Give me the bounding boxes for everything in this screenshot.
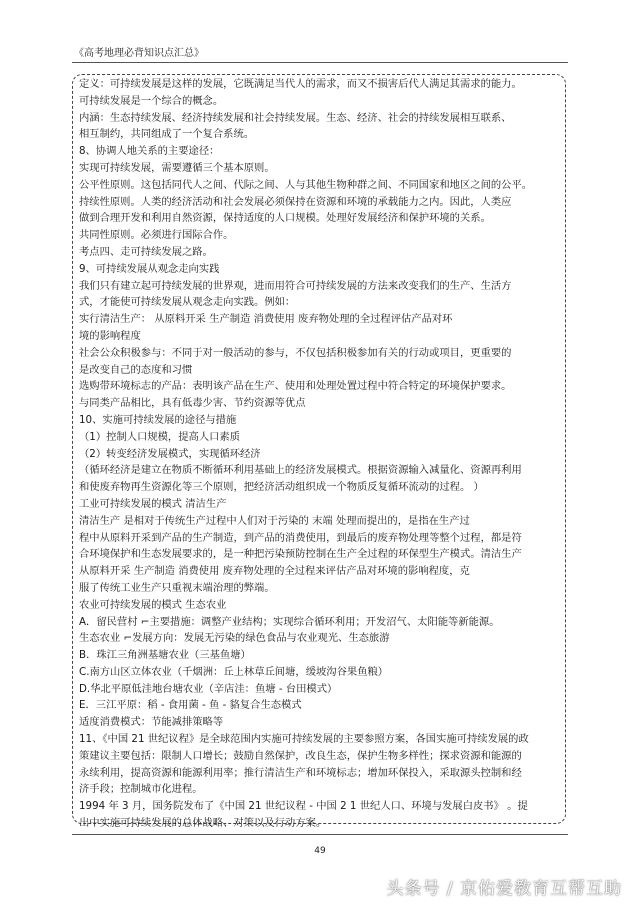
text-line: E．三江平原：稻 - 食用菌 - 鱼 - 貉复合生态模式 xyxy=(79,699,302,712)
text-line: 我们只有建立起可持续发展的世界观，进而用符合可持续发展的方法来改变我们的生产、生活方 xyxy=(79,279,512,292)
text-line: 和使废弃物再生资源化等三个原则，把经济活动组织成一个物质反复循环流动的过程。 ） xyxy=(79,481,484,494)
text-line: （循环经济是建立在物质不断循环利用基础上的经济发展模式。根据资源输入减量化、资源再利用 xyxy=(79,464,522,477)
text-line: 与同类产品相比，具有低毒少害、节约资源等优点 xyxy=(79,397,306,410)
text-line: 9、可持续发展从观念走向实践 xyxy=(79,262,220,275)
text-line: 式，才能使可持续发展从观念走向实践。例如： xyxy=(79,296,296,309)
document-header: 《高考地理必背知识点汇总》 xyxy=(74,48,204,59)
text-line: 实行清洁生产： 从原料开采 生产制造 消费使用 废弃物处理的全过程评估产品对环 xyxy=(79,313,453,326)
text-line: 8、协调人地关系的主要途径： xyxy=(79,145,220,158)
text-line: 程中从原料开采到产品的生产制造，到产品的消费使用，到最后的废弃物处理等整个过程，都是符 xyxy=(79,531,522,544)
text-line: 社会公众积极参与：不同于对一般活动的参与，不仅包括积极参加有关的行动或项目，更重要的 xyxy=(79,346,512,359)
text-line: 共同性原则。必须进行国际合作。 xyxy=(79,229,234,242)
text-line: A．留民营村 ⌐主要措施：调整产业结构；实现综合循环利用；开发沼气、太阳能等新能源。 xyxy=(79,615,500,628)
text-line: 工业可持续发展的模式 清洁生产 xyxy=(79,497,227,510)
text-line: 1994 年 3 月，国务院发布了《中国 21 世纪议程 - 中国 2 1 世纪人口、环境与发展白皮书》 。提 xyxy=(79,800,528,813)
text-line: 相互制约，共同组成了一个复合系统。 xyxy=(79,128,255,141)
text-line: 清洁生产 是相对于传统生产过程中人们对于污染的 末端 处理而提出的，是指在生产过 xyxy=(79,514,470,527)
text-line: 适度消费模式：节能减排策略等 xyxy=(79,716,224,729)
text-line: 服了传统工业生产只重视末端治理的弊端。 xyxy=(79,581,275,594)
text-line: 考点四、走可持续发展之路。 xyxy=(79,245,213,258)
text-line: 可持续发展是一个综合的概念。 xyxy=(79,94,224,107)
text-line: 公平性原则。这包括同代人之间、代际之间、人与其他生物种群之间、不同国家和地区之间的公平。 xyxy=(79,178,533,191)
text-line: 从原料开采 生产制造 消费使用 废弃物处理的全过程来评估产品对环境的影响程度，克 xyxy=(79,565,470,578)
footer-rule xyxy=(72,834,568,835)
text-line: 永续利用，提高资源和能源利用率；推行清洁生产和环境标志；增加环保投入，采取源头控制和经 xyxy=(79,766,522,779)
text-line: 实现可持续发展，需要遵循三个基本原则。 xyxy=(79,161,275,174)
text-line: 合环境保护和生态发展要求的，是一种把污染预防控制在生产全过程的环保型生产模式。清洁生产 xyxy=(79,548,522,561)
text-line: C.南方山区立体农业（千烟洲：丘上林草丘间塘，缓坡沟谷果鱼粮） xyxy=(79,665,389,678)
text-line: 生态农业 ⌐发展方向：发展无污染的绿色食品与农业观光、生态旅游 xyxy=(79,632,390,645)
text-line: 境的影响程度 xyxy=(79,329,141,342)
watermark-text: 头条号 / 京佑爱教育互帮互助 xyxy=(386,879,622,899)
text-line: 是改变自己的态度和习惯 xyxy=(79,363,193,376)
text-line: 农业可持续发展的模式 生态农业 xyxy=(79,598,227,611)
text-line: 定义：可持续发展是这样的发展，它既满足当代人的需求，而又不损害后代人满足其需求的能力。 xyxy=(79,78,522,90)
text-line: 10、实施可持续发展的途径与措施 xyxy=(79,413,237,426)
text-line: 内涵：生态持续发展、经济持续发展和社会持续发展。生态、经济、社会的持续发展相互联系、 xyxy=(79,111,512,124)
text-line: 做到合理开发和利用自然资源，保持适度的人口规模。处理好发展经济和保护环境的关系。 xyxy=(79,212,491,225)
text-line: 济手段；控制城市化进程。 xyxy=(79,783,203,796)
text-line: （1）控制人口规模，提高人口素质 xyxy=(79,430,241,443)
text-line: 持续性原则。人类的经济活动和社会发展必须保持在资源和环境的承载能力之内。因此，人类应 xyxy=(79,195,512,208)
text-line: 11、《中国 21 世纪议程》是全球范围内实施可持续发展的主要参照方案，各国实施可持续发展的政 xyxy=(79,733,529,746)
text-line: B．珠江三角洲基塘农业（三基鱼塘） xyxy=(79,649,251,662)
text-line: 出中实施可持续发展的总体战略、对策以及行动方案。 xyxy=(79,817,327,830)
text-line: 选购带环境标志的产品：表明该产品在生产、使用和处理处置过程中符合特定的环境保护要求。 xyxy=(79,380,512,393)
header-rule xyxy=(72,62,568,63)
text-line: （2）转变经济发展模式，实现循环经济 xyxy=(79,447,261,460)
document-body xyxy=(79,76,561,832)
text-line: 策建议主要包括：限制人口增长；鼓励自然保护，改良生态，保护生物多样性；探求资源和能源的 xyxy=(79,749,522,762)
text-line: D.华北平原低洼地台塘农业（辛店洼：鱼塘 - 台田模式） xyxy=(79,682,338,695)
page-number: 49 xyxy=(314,846,326,856)
